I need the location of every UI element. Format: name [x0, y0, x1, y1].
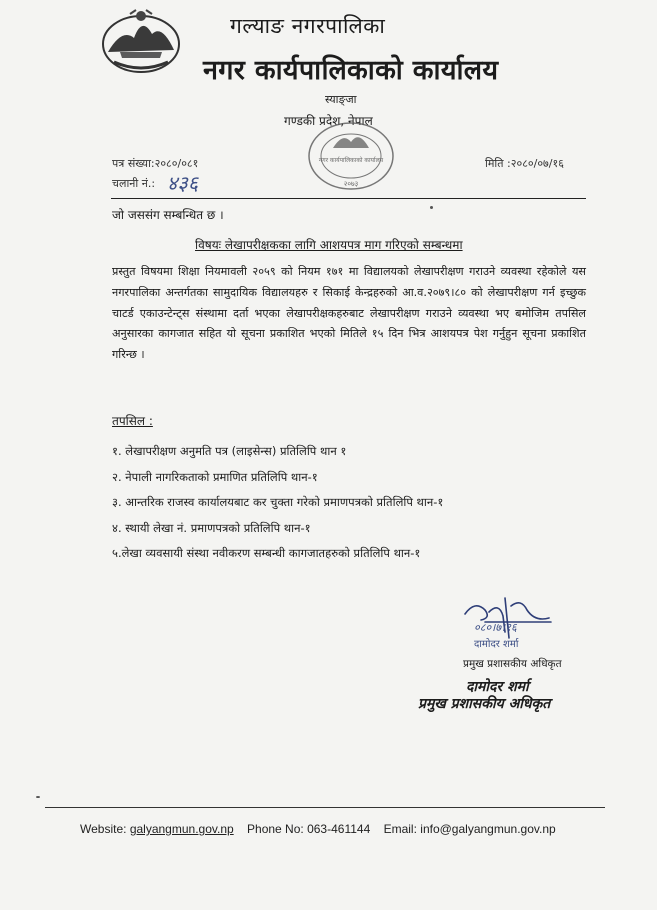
dispatch-label: चलानी नं.: — [112, 177, 156, 190]
list-item: ४. स्थायी लेखा नं. प्रमाणपत्रको प्रतिलिपि थान-१ — [112, 520, 311, 535]
seal-text: नगर कार्यपालिकाको कार्यालय — [318, 157, 384, 164]
footer-divider — [45, 807, 605, 808]
province-name: गण्डकी प्रदेश, नेपाल — [284, 114, 373, 128]
details-heading: तपसिल : — [112, 414, 153, 428]
paper-speck — [430, 206, 433, 209]
salutation: जो जससंग सम्बन्धित छ । — [112, 208, 224, 222]
stamp-name: दामोदर शर्मा — [466, 679, 529, 695]
phone-label: Phone No: — [247, 822, 304, 836]
seal-year: २०७३ — [343, 180, 359, 188]
signature-date: ०८०।७।१६ — [474, 621, 517, 634]
email-label: Email: — [383, 822, 417, 836]
office-name: नगर कार्यपालिकाको कार्यालय — [203, 55, 499, 86]
signatory-name-small: दामोदर शर्मा — [474, 639, 519, 650]
office-seal — [303, 118, 399, 194]
website-link[interactable]: galyangmun.gov.np — [129, 822, 234, 836]
list-item: ५.लेखा व्यवसायी संस्था नवीकरण सम्बन्धी कागजातहरुको प्रतिलिपि थान-१ — [112, 546, 421, 560]
phone-number: 063-461144 — [307, 822, 371, 836]
stamp-title: प्रमुख प्रशासकीय अधिकृत — [418, 696, 551, 712]
email-address[interactable]: info@galyangmun.gov.np — [420, 822, 556, 836]
municipality-name: गल्याङ नगरपालिका — [230, 14, 386, 38]
details-list — [112, 444, 443, 572]
list-item: ३. आन्तरिक राजस्व कार्यालयबाट कर चुक्ता गरेको प्रमाणपत्रको प्रतिलिपि थान-१ — [112, 495, 444, 509]
letter-date: मिति :२०८०/०७/१६ — [485, 157, 564, 170]
dispatch-number-handwritten: ४३६ — [167, 171, 199, 195]
header-divider — [111, 198, 586, 199]
district-name: स्याङ्जा — [325, 93, 357, 106]
list-item: १. लेखापरीक्षण अनुमति पत्र (लाइसेन्स) प्रतिलिपि थान १ — [112, 444, 347, 458]
paper-speck — [36, 796, 40, 798]
body-paragraph: प्रस्तुत विषयमा शिक्षा नियमावली २०५९ को नियम १७१ मा विद्यालयको लेखापरीक्षण गराउने व्यवस्था रहेकोले यस नगरपालिका अन्तर्गतका सामुदायिक विद्यालयहरु र सिकाई केन्द्रहरुको आ.व.२०७९।८० को लेखापरीक्षण गर्न इच्छुक चाटर्ड एकाउन्टेन्ट्स संस्थामा दर्ता भएका लेखापरीक्षकहरुबाट लेखापरीक्षण गराउने व्यवस्था भए बमोजिम तपसिल अनुसारका कागजात सहित यो सूचना प्रकाशित भएको मितिले १५ दिन भित्र आशयपत्र पेश गर्नुहुन सूचना प्रकाशित गरिन्छ । — [112, 265, 586, 362]
signatory-title-small: प्रमुख प्रशासकीय अधिकृत — [463, 658, 562, 670]
list-item: २. नेपाली नागरिकताको प्रमाणित प्रतिलिपि थान-१ — [112, 469, 318, 484]
reference-number: पत्र संख्या:२०८०/०८१ — [112, 157, 199, 170]
footer-contact — [80, 822, 556, 836]
subject-line: विषयः लेखापरीक्षकका लागि आशयपत्र माग गरिएको सम्बन्धमा — [195, 238, 463, 252]
website-label: Website: — [80, 822, 127, 836]
nepal-emblem-icon — [100, 8, 182, 74]
